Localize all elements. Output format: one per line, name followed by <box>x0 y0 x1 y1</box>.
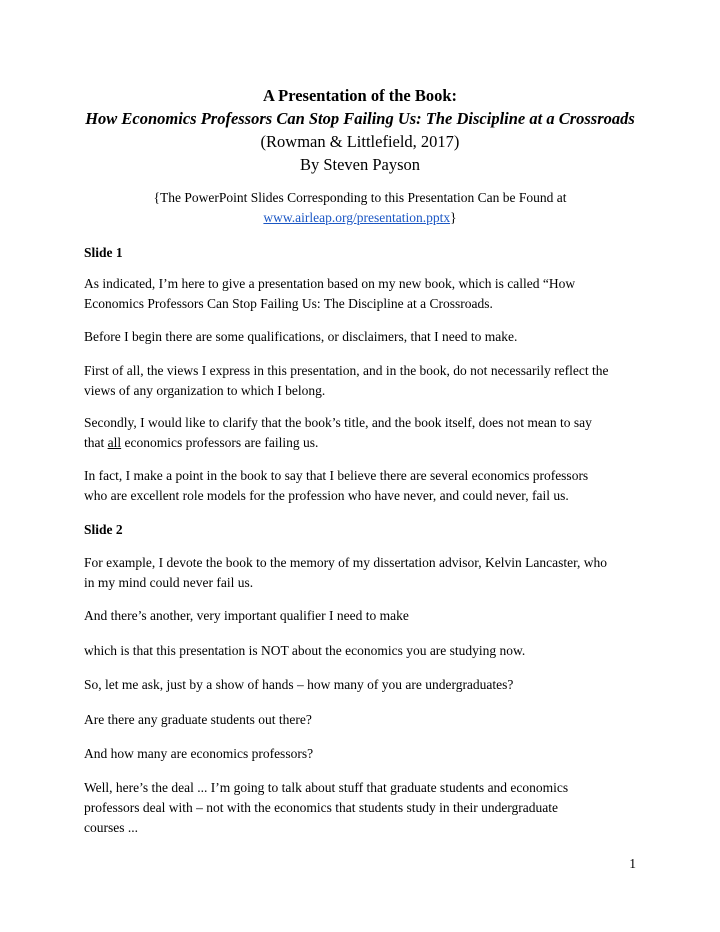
slide2-paragraph-5: Are there any graduate students out there? <box>84 712 312 727</box>
slide1-p3-line1: First of all, the views I express in this presentation, and in the book, do not necessarily reflect the <box>84 363 609 378</box>
slide1-p5-line2: who are excellent role models for the profession who have never, and could never, fail us. <box>84 488 569 503</box>
slide1-p4-line1: Secondly, I would like to clarify that the book’s title, and the book itself, does not mean to say <box>84 415 592 430</box>
slides-note-link-line <box>60 208 660 228</box>
slides-note-suffix: } <box>450 210 457 225</box>
slide1-paragraph-1 <box>84 274 644 314</box>
slide2-paragraph-3: which is that this presentation is NOT about the economics you are studying now. <box>84 643 526 658</box>
slide2-paragraph-2: And there’s another, very important qualifier I need to make <box>84 608 409 623</box>
slide2-paragraph-1 <box>84 553 644 593</box>
slide1-p4-line2-pre: that <box>84 435 108 450</box>
author-line: By Steven Payson <box>299 155 421 174</box>
slide-1-label: Slide 1 <box>84 245 123 260</box>
slides-note-text: {The PowerPoint Slides Corresponding to this Presentation Can be Found at <box>153 190 567 205</box>
emphasis-all: all <box>107 435 122 450</box>
slide2-p7-line2: professors deal with – not with the economics that students study in their undergraduate <box>84 800 559 815</box>
slide1-paragraph-2: Before I begin there are some qualifications, or disclaimers, that I need to make. <box>84 329 518 344</box>
slide-2-label: Slide 2 <box>84 522 123 537</box>
slides-note <box>60 188 660 228</box>
slide1-paragraph-4 <box>84 413 644 453</box>
presentation-link[interactable]: www.airleap.org/presentation.pptx <box>263 210 451 225</box>
slide2-p7-line1: Well, here’s the deal ... I’m going to talk about stuff that graduate students and economics <box>84 780 569 795</box>
slide1-p3-line2: views of any organization to which I belong. <box>84 383 326 398</box>
book-title: How Economics Professors Can Stop Failing Us: The Discipline at a Crossroads <box>85 109 635 128</box>
title-block <box>60 84 660 176</box>
slide1-p4-line2 <box>84 433 644 453</box>
slide2-p7-line3: courses ... <box>84 820 138 835</box>
publisher-line: (Rowman & Littlefield, 2017) <box>260 132 460 151</box>
slide1-p5-line1: In fact, I make a point in the book to say that I believe there are several economics professors <box>84 468 589 483</box>
slide2-p1-line1: For example, I devote the book to the memory of my dissertation advisor, Kelvin Lancaster, who <box>84 555 608 570</box>
slide2-p1-line2: in my mind could never fail us. <box>84 575 254 590</box>
slide1-p1-line2: Economics Professors Can Stop Failing Us: The Discipline at a Crossroads. <box>84 296 493 311</box>
slide1-paragraph-3 <box>84 361 644 401</box>
page-number: 1 <box>629 856 636 871</box>
slide1-paragraph-5 <box>84 466 644 506</box>
slide2-paragraph-6: And how many are economics professors? <box>84 746 314 761</box>
slide2-paragraph-4: So, let me ask, just by a show of hands – how many of you are undergraduates? <box>84 677 514 692</box>
slide2-paragraph-7 <box>84 778 644 838</box>
title-line-1: A Presentation of the Book: <box>262 86 458 105</box>
slide1-p4-line2-post: economics professors are failing us. <box>121 435 319 450</box>
slide1-p1-line1: As indicated, I’m here to give a presentation based on my new book, which is called “How <box>84 276 576 291</box>
